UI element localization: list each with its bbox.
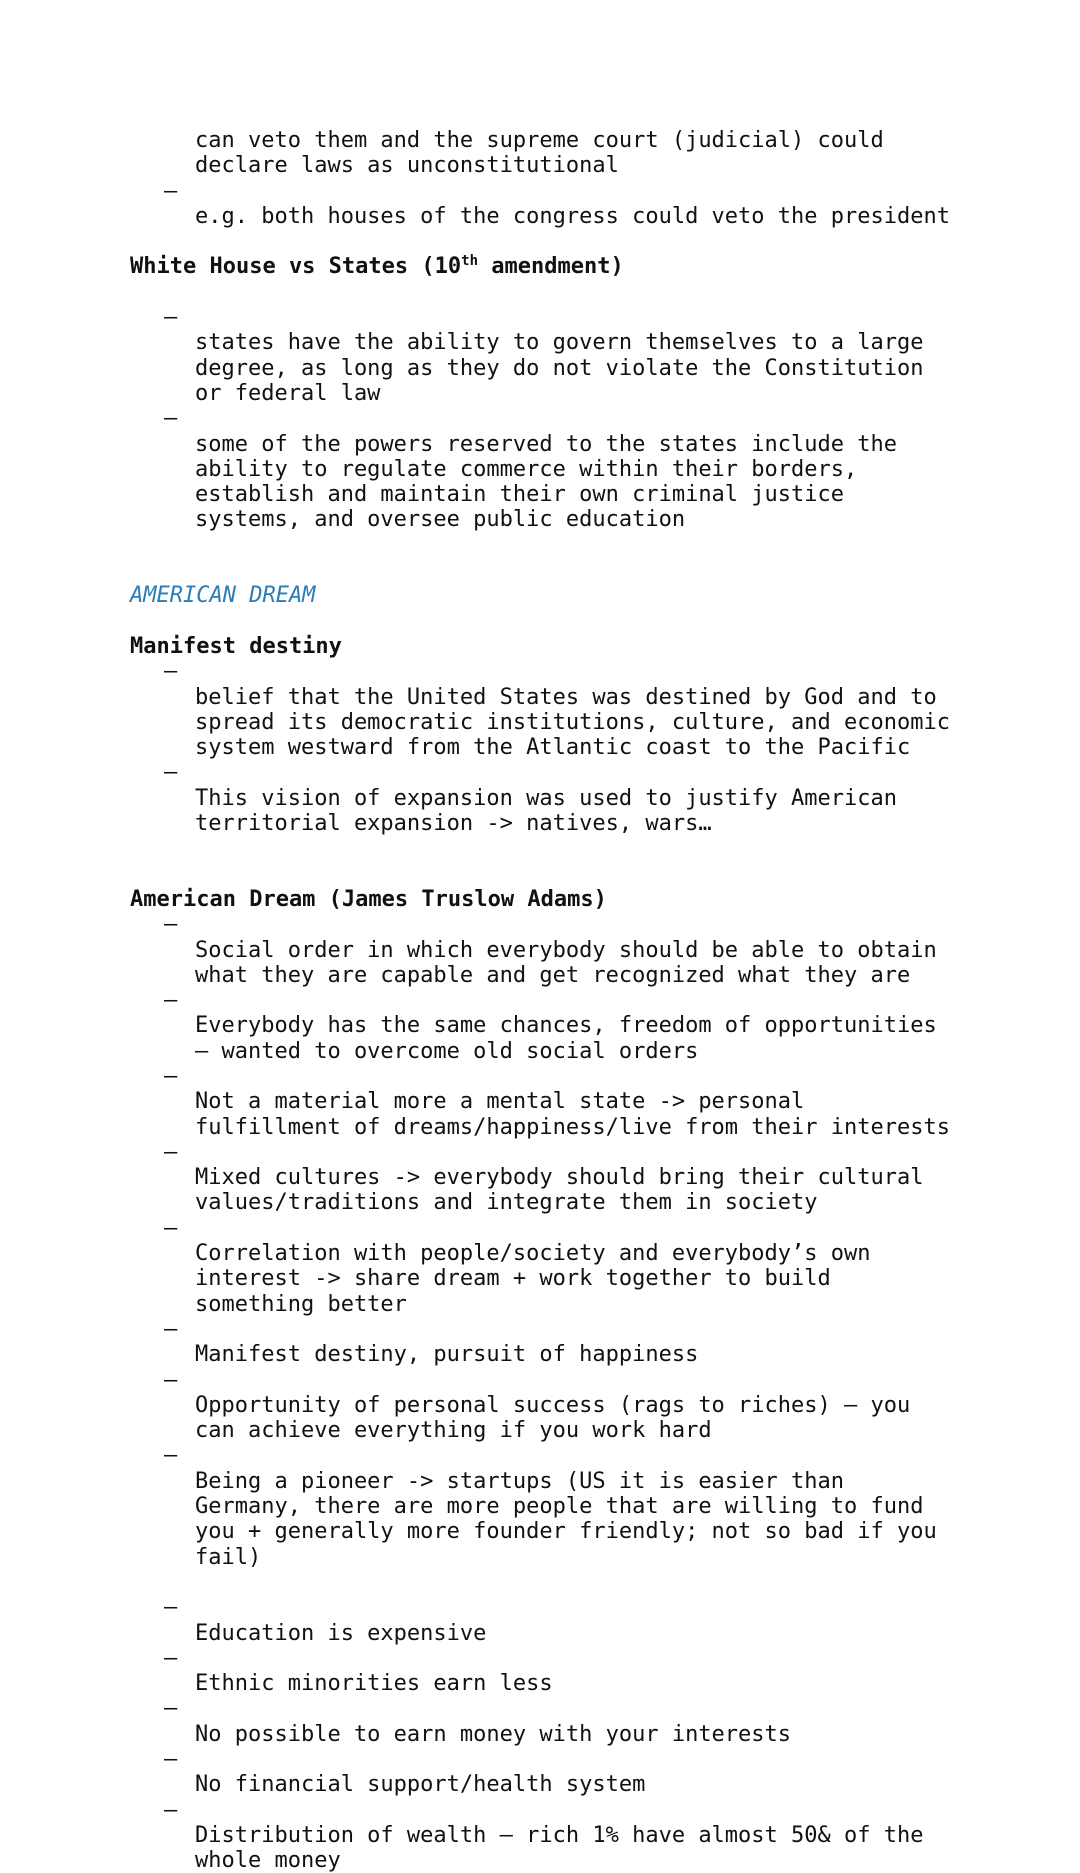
list-item-text: Being a pioneer -> startups (US it is easier than Germany, there are more people that are willing to fund you + generally more founder friendly; not so bad if you fail) (195, 1468, 937, 1570)
list-item (130, 406, 1030, 532)
list-item-text: Ethnic minorities earn less (195, 1671, 553, 1697)
list-item-text: Everybody has the same chances, freedom of opportunities – wanted to overcome old social orders (195, 1013, 937, 1064)
list-item-text: Manifest destiny, pursuit of happiness (195, 1342, 699, 1368)
list-item-text: Mixed cultures -> everybody should bring their cultural values/traditions and integrate them in society (195, 1165, 924, 1216)
bullet-dash: – (164, 1797, 178, 1823)
list-item-text: No financial support/health system (195, 1772, 646, 1798)
bullet-dash: – (164, 912, 178, 938)
bullet-dash: – (164, 178, 178, 204)
bullet-dash: – (164, 988, 178, 1014)
list-item (130, 1317, 1030, 1368)
list-item (130, 1798, 1030, 1873)
american-dream-heading: American Dream (James Truslow Adams) (130, 886, 607, 912)
bullet-dash: – (164, 760, 178, 786)
bullet-dash: – (164, 1747, 178, 1772)
list-item (130, 760, 1030, 836)
bullet-dash: – (164, 1139, 178, 1165)
list-item-text: Distribution of wealth – rich 1% have almost 50& of the whole money (195, 1822, 924, 1873)
bullet-dash: – (164, 406, 178, 432)
section-title-american-dream: AMERICAN DREAM (130, 583, 316, 609)
list-item (130, 1064, 1030, 1140)
bullet-dash: – (164, 1215, 178, 1241)
list-item-text: belief that the United States was destined by God and to spread its democratic institutions, culture, and economic system westward from the Atlantic coast to the Pacific (195, 684, 950, 761)
list-item-text: This vision of expansion was used to justify American territorial expansion -> natives, wars… (195, 785, 897, 837)
intro-continuation-text: can veto them and the supreme court (judicial) could declare laws as unconstitutional (195, 128, 884, 179)
list-item-text: some of the powers reserved to the states include the ability to regulate commerce within their borders, establish and maintain their own criminal justice systems, and oversee public education (195, 431, 897, 533)
bullet-dash: – (164, 659, 178, 685)
list-item (130, 1140, 1030, 1216)
bullet-dash: – (164, 1443, 178, 1469)
bullet-dash: – (164, 1063, 178, 1089)
manifest-destiny-heading: Manifest destiny (130, 633, 342, 659)
list-item (130, 1595, 1030, 1646)
document-page (130, 128, 1030, 1873)
list-item (130, 912, 1030, 988)
list-item (130, 1216, 1030, 1317)
bullet-dash: – (164, 305, 178, 331)
bullet-dash: – (164, 1595, 178, 1621)
list-item (130, 988, 1030, 1064)
white-house-heading: White House vs States (10th amendment) (130, 253, 624, 280)
list-item (130, 1747, 1030, 1798)
list-item-text: Not a material more a mental state -> personal fulfillment of dreams/happiness/live from their interests (195, 1089, 950, 1140)
list-item-text: e.g. both houses of the congress could veto the president (195, 203, 950, 229)
list-item-text: No possible to earn money with your interests (195, 1721, 792, 1747)
list-item-text: Opportunity of personal success (rags to riches) – you can achieve everything if you work hard (195, 1392, 911, 1444)
list-item (130, 1696, 1030, 1747)
list-item (130, 179, 1030, 230)
bullet-dash: – (164, 1696, 178, 1722)
list-item (130, 305, 1030, 406)
list-item-text: Social order in which everybody should be able to obtain what they are capable and get recognized what they are (195, 937, 937, 988)
bullet-dash: – (164, 1367, 178, 1393)
list-item (130, 659, 1030, 760)
list-item-text: Correlation with people/society and everybody’s own interest -> share dream + work together to build something better (195, 1241, 871, 1317)
list-item-text: states have the ability to govern themselves to a large degree, as long as they do not violate the Constitution or federal law (195, 330, 924, 406)
bullet-dash: – (164, 1316, 178, 1342)
bullet-dash: – (164, 1645, 178, 1671)
list-item (130, 1368, 1030, 1444)
list-item-text: Education is expensive (195, 1620, 487, 1646)
list-item (130, 1443, 1030, 1569)
list-item (130, 1646, 1030, 1697)
